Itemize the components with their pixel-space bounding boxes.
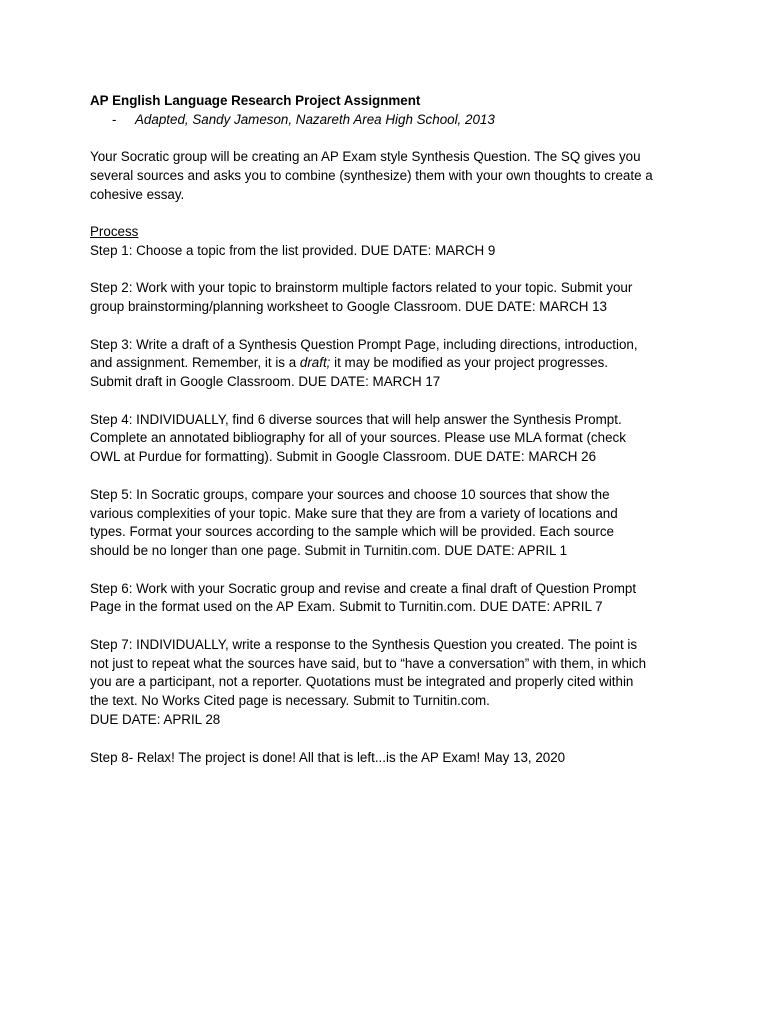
step-5	[90, 486, 690, 561]
step-line: Step 5: In Socratic groups, compare your sources and choose 10 sources that show the	[90, 486, 610, 502]
intro-line: several sources and asks you to combine (synthesize) them with your own thoughts to create a	[90, 167, 653, 183]
process-heading: Process	[90, 223, 139, 239]
step-line: Step 8- Relax! The project is done! All that is left...is the AP Exam! May 13, 2020	[90, 749, 566, 765]
document-title: AP English Language Research Project Assignment	[90, 93, 421, 108]
step-1	[90, 242, 690, 261]
attribution-text: Adapted, Sandy Jameson, Nazareth Area High School, 2013	[135, 111, 495, 127]
attribution-dash: -	[112, 111, 117, 127]
step-3	[90, 336, 690, 392]
step-line: Page in the format used on the AP Exam. Submit to Turnitin.com. DUE DATE: APRIL 7	[90, 599, 603, 615]
attribution-line	[90, 111, 690, 130]
draft-emphasis: draft;	[299, 355, 331, 371]
step-2	[90, 279, 690, 317]
step-4	[90, 411, 690, 467]
step-line	[90, 354, 690, 373]
step-8	[90, 749, 690, 768]
intro-line: Your Socratic group will be creating an AP Exam style Synthesis Question. The SQ gives you	[90, 149, 641, 165]
step-line: Step 7: INDIVIDUALLY, write a response to the Synthesis Question you created. The point is	[90, 636, 638, 652]
step-line: Complete an annotated bibliography for all of your sources. Please use MLA format (check	[90, 430, 626, 446]
step-text: it may be modified as your project progresses.	[330, 355, 609, 371]
step-line: DUE DATE: APRIL 28	[90, 712, 221, 728]
step-line: Submit draft in Google Classroom. DUE DATE: MARCH 17	[90, 374, 441, 390]
step-line: OWL at Purdue for formatting). Submit in Google Classroom. DUE DATE: MARCH 26	[90, 449, 597, 465]
step-line: Step 6: Work with your Socratic group and revise and create a final draft of Question Prompt	[90, 580, 637, 596]
intro-paragraph	[90, 148, 690, 204]
step-7	[90, 636, 690, 730]
intro-line: cohesive essay.	[90, 186, 185, 202]
step-text: and assignment. Remember, it is a	[90, 355, 300, 371]
step-line: not just to repeat what the sources have said, but to “have a conversation” with them, in which	[90, 655, 647, 671]
document-page	[90, 92, 690, 767]
step-line: Step 3: Write a draft of a Synthesis Question Prompt Page, including directions, introduction,	[90, 336, 638, 352]
step-line: you are a participant, not a reporter. Quotations must be integrated and properly cited within	[90, 674, 634, 690]
step-line: Step 4: INDIVIDUALLY, find 6 diverse sources that will help answer the Synthesis Prompt.	[90, 411, 622, 427]
step-line: should be no longer than one page. Submit in Turnitin.com. DUE DATE: APRIL 1	[90, 543, 568, 559]
step-line: various complexities of your topic. Make sure that they are from a variety of locations and	[90, 505, 618, 521]
step-line: Step 2: Work with your topic to brainstorm multiple factors related to your topic. Submit your	[90, 280, 633, 296]
step-6	[90, 580, 690, 618]
step-line: types. Format your sources according to the sample which will be provided. Each source	[90, 524, 614, 540]
step-line: group brainstorming/planning worksheet to Google Classroom. DUE DATE: MARCH 13	[90, 299, 607, 315]
step-line: the text. No Works Cited page is necessary. Submit to Turnitin.com.	[90, 693, 490, 709]
step-line: Step 1: Choose a topic from the list provided. DUE DATE: MARCH 9	[90, 242, 496, 258]
